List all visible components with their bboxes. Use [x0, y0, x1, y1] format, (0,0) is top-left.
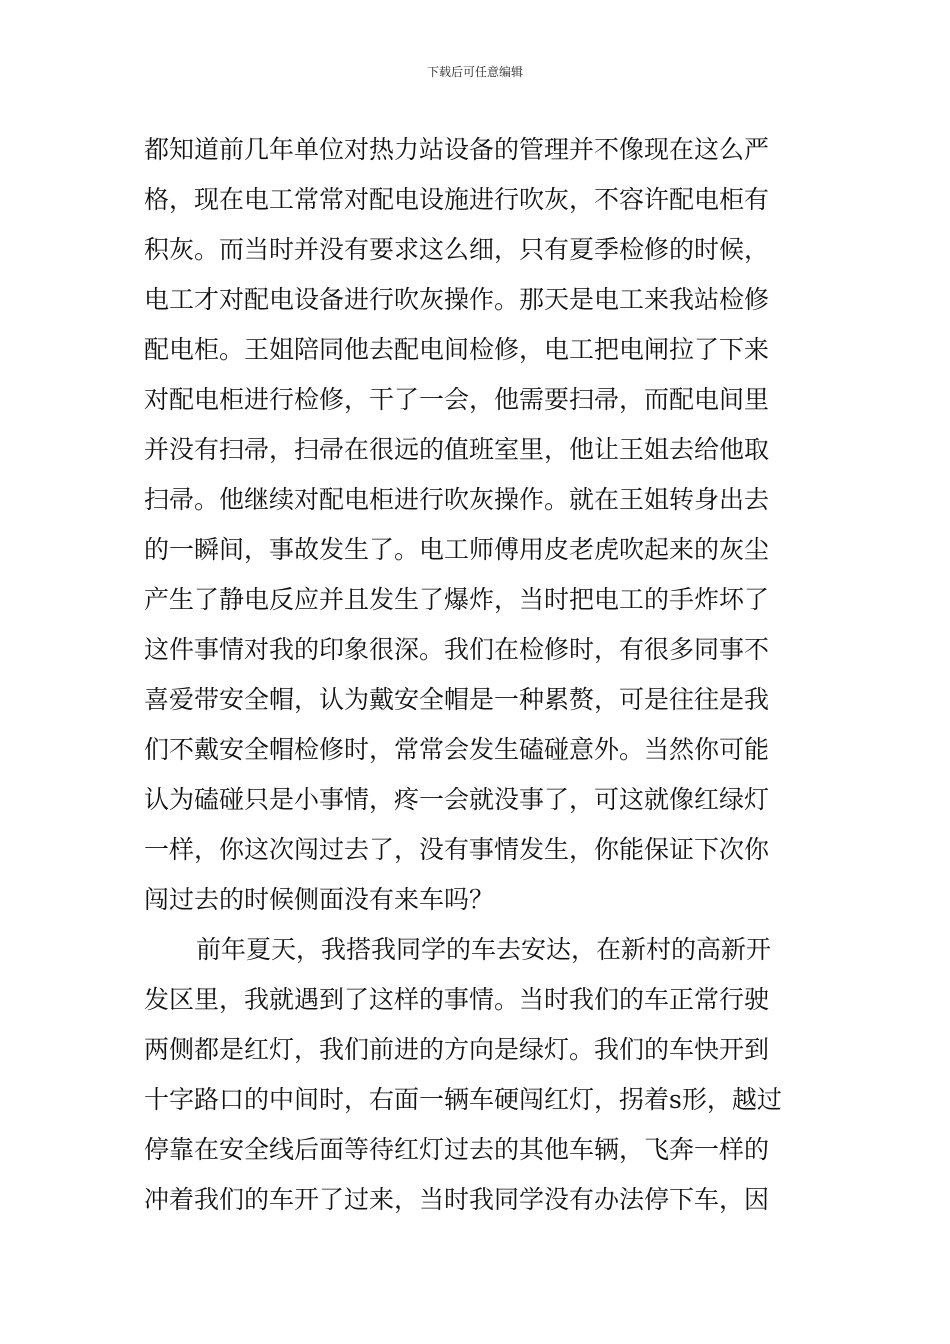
text-line: 十字路口的中间时，右面一辆车硬闯红灯，拐着s形，越过: [144, 1085, 782, 1114]
page-header: 下载后可任意编辑: [426, 65, 523, 79]
text-line: 对配电柜进行检修，干了一会，他需要扫帚，而配电间里: [144, 385, 770, 414]
text-line: 喜爱带安全帽，认为戴安全帽是一种累赘，可是往往是我: [144, 685, 770, 714]
document-body: [144, 125, 814, 1225]
text-line: 一样，你这次闯过去了，没有事情发生，你能保证下次你: [144, 835, 770, 864]
text-line: 们不戴安全帽检修时，常常会发生磕碰意外。当然你可能: [144, 735, 770, 764]
text-line: 格，现在电工常常对配电设施进行吹灰，不容许配电柜有: [144, 185, 770, 214]
text-line: 电工才对配电设备进行吹灰操作。那天是电工来我站检修: [144, 285, 770, 314]
text-line: 的一瞬间，事故发生了。电工师傅用皮老虎吹起来的灰尘: [144, 535, 770, 564]
text-line: 闯过去的时候侧面没有来车吗？: [144, 885, 495, 914]
text-line: 这件事情对我的印象很深。我们在检修时，有很多同事不: [144, 635, 770, 664]
text-line: 都知道前几年单位对热力站设备的管理并不像现在这么严: [144, 135, 770, 164]
text-line: 配电柜。王姐陪同他去配电间检修，电工把电闸拉了下来: [144, 335, 770, 364]
text-line-indented: 前年夏天，我搭我同学的车去安达，在新村的高新开: [196, 935, 772, 964]
text-line: 停靠在安全线后面等待红灯过去的其他车辆，飞奔一样的: [144, 1135, 770, 1164]
text-line: 扫帚。他继续对配电柜进行吹灰操作。就在王姐转身出去: [144, 485, 770, 514]
text-line: 并没有扫帚，扫帚在很远的值班室里，他让王姐去给他取: [144, 435, 770, 464]
text-line: 两侧都是红灯，我们前进的方向是绿灯。我们的车快开到: [144, 1035, 770, 1064]
text-line: 发区里，我就遇到了这样的事情。当时我们的车正常行驶: [144, 985, 770, 1014]
text-line: 认为磕碰只是小事情，疼一会就没事了，可这就像红绿灯: [144, 785, 770, 814]
text-line: 冲着我们的车开了过来，当时我同学没有办法停下车，因: [144, 1185, 770, 1214]
text-line: 产生了静电反应并且发生了爆炸，当时把电工的手炸坏了: [144, 585, 770, 614]
text-line: 积灰。而当时并没有要求这么细，只有夏季检修的时候，: [144, 235, 770, 264]
